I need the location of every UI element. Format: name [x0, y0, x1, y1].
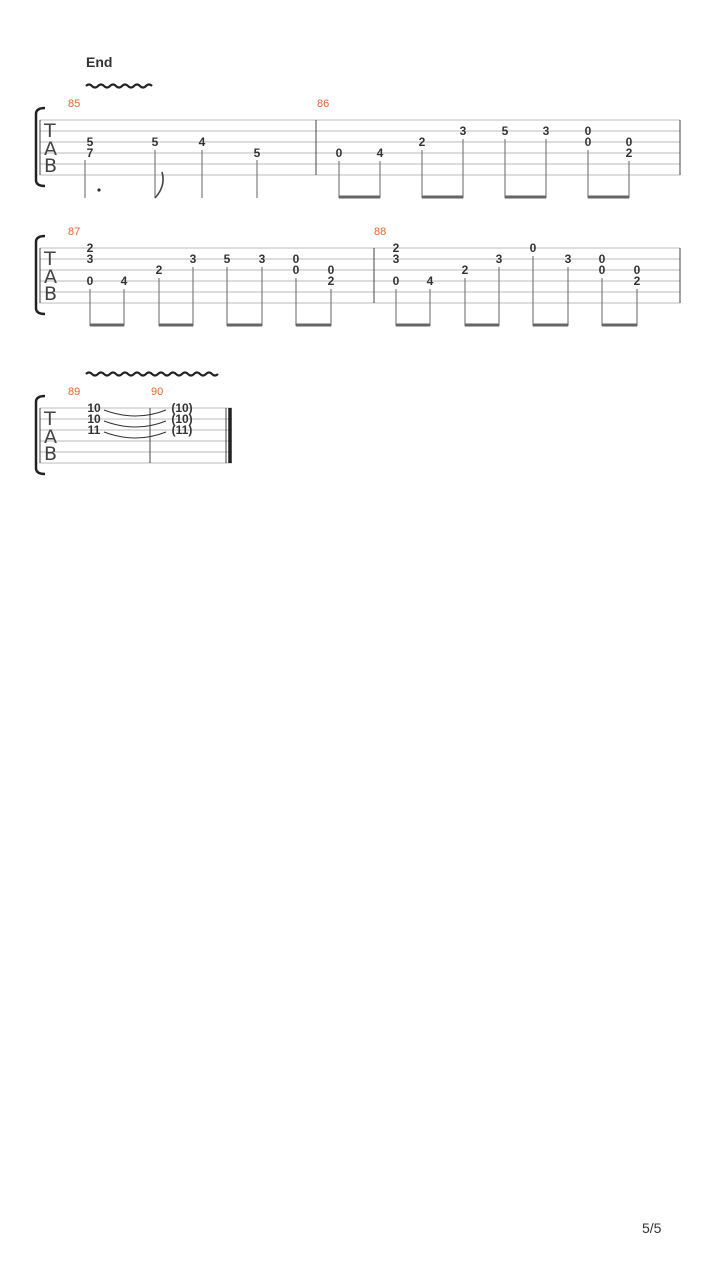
- clef-letter-b: B: [44, 443, 58, 465]
- staff-system-3: [36, 386, 232, 474]
- clef-letter-t: T: [44, 408, 56, 430]
- clef-letter-a: A: [44, 426, 57, 448]
- fret-number: 3: [495, 252, 503, 266]
- measure-number: 88: [374, 226, 387, 238]
- fret-number: 0: [584, 135, 592, 149]
- measure-89-notes: [87, 401, 101, 437]
- staff-lines: [40, 248, 680, 303]
- fret-number: 3: [459, 124, 467, 138]
- fret-number: 4: [120, 274, 128, 288]
- fret-number: 0: [335, 146, 343, 160]
- measure-85-notes: [87, 135, 261, 160]
- rhythm-dot: [97, 188, 100, 191]
- staff-system-1: [36, 98, 680, 198]
- measure-number: 85: [68, 98, 81, 110]
- page-number: 5/5: [642, 1220, 662, 1236]
- fret-number: 3: [258, 252, 266, 266]
- fret-number: 0: [292, 263, 300, 277]
- clef-letter-b: B: [44, 283, 58, 305]
- fret-number: 2: [392, 241, 400, 255]
- fret-number: 0: [633, 263, 641, 277]
- fret-number: 7: [86, 146, 94, 160]
- measure-86-notes: [336, 124, 633, 198]
- fret-number: 2: [633, 274, 641, 288]
- fret-number: 0: [625, 135, 633, 149]
- fret-number: 5: [151, 135, 159, 149]
- fret-number: 0: [392, 274, 400, 288]
- fret-number: 3: [189, 252, 197, 266]
- clef-letter-t: T: [44, 248, 56, 270]
- fret-number: 2: [155, 263, 163, 277]
- clef-letter-a: A: [44, 266, 57, 288]
- fret-number: 0: [584, 124, 592, 138]
- tie-arc: [104, 410, 166, 416]
- fret-number: 10: [87, 412, 101, 426]
- fret-number: 0: [598, 263, 606, 277]
- fret-number: 3: [564, 252, 572, 266]
- tie-arc: [104, 421, 166, 427]
- fret-number: 2: [461, 263, 469, 277]
- fret-number: 5: [223, 252, 231, 266]
- end-marker: End: [86, 54, 113, 70]
- fret-number: 3: [542, 124, 550, 138]
- measure-number: 87: [68, 226, 81, 238]
- fret-number: 2: [625, 146, 633, 160]
- fret-number: 5: [501, 124, 509, 138]
- fret-number: 2: [418, 135, 426, 149]
- fret-number: 10: [87, 401, 101, 415]
- fret-number: 11: [87, 423, 101, 437]
- fret-number: 5: [253, 146, 261, 160]
- fret-number: 4: [376, 146, 384, 160]
- fret-number: (11): [171, 423, 193, 437]
- measure-87-notes: [87, 241, 335, 326]
- measure-number: 89: [68, 386, 81, 398]
- staff-system-2: [36, 226, 680, 326]
- fret-number: 0: [598, 252, 606, 266]
- measure-88-notes: [393, 241, 641, 326]
- tie-arc: [104, 432, 166, 438]
- fret-number: 3: [392, 252, 400, 266]
- fret-number: 4: [198, 135, 206, 149]
- measure-number: 86: [317, 98, 330, 110]
- fret-number: 2: [86, 241, 94, 255]
- clef-letter-b: B: [44, 155, 58, 177]
- fret-number: 0: [292, 252, 300, 266]
- fret-number: 2: [327, 274, 335, 288]
- clef-letter-a: A: [44, 138, 57, 160]
- fret-number: (10): [171, 401, 193, 415]
- measure-number: 90: [151, 386, 164, 398]
- vibrato-line: [86, 85, 152, 88]
- clef-letter-t: T: [44, 120, 56, 142]
- fret-number: 0: [86, 274, 94, 288]
- vibrato-line: [86, 373, 218, 376]
- fret-number: (10): [171, 412, 193, 426]
- fret-number: 0: [529, 241, 537, 255]
- fret-number: 5: [86, 135, 94, 149]
- slide-mark: [155, 172, 163, 198]
- fret-number: 4: [426, 274, 434, 288]
- fret-number: 0: [327, 263, 335, 277]
- measure-90-notes: [171, 401, 192, 437]
- fret-number: 3: [86, 252, 94, 266]
